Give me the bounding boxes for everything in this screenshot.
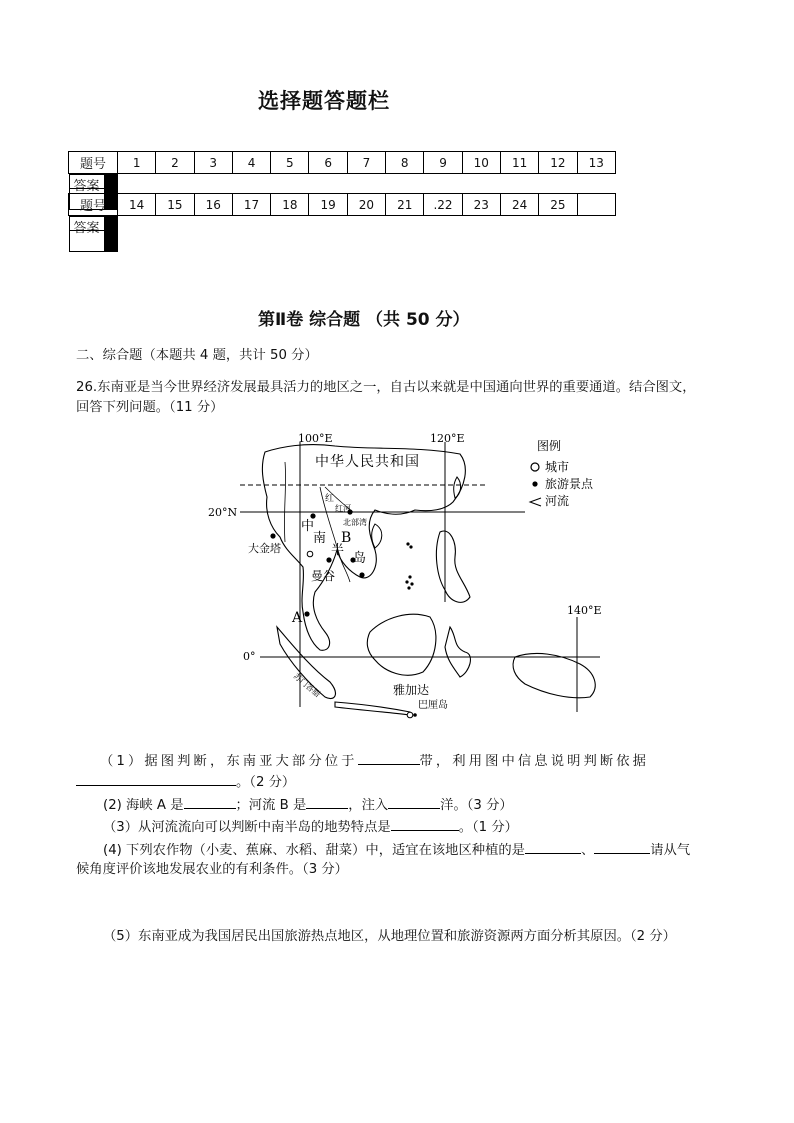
question-number: 15 [156,194,194,216]
subquestion-2-text: 洋。（3 分） [440,798,513,813]
subquestion-3 [103,816,518,838]
scenic-site-dot [270,533,275,538]
part-header: 二、综合题（本题共 4 题，共计 50 分） [76,348,318,363]
label-peninsula-3: 半 [331,543,345,558]
answer-blank[interactable] [76,771,236,786]
label-beibu: 北部湾 [343,518,367,527]
philippines-outline [436,531,470,602]
answer-cell[interactable] [116,175,117,210]
answer-blank[interactable] [388,794,440,809]
question-number: 18 [271,194,309,216]
river-irrawaddy [284,462,285,542]
label-china: 中华人民共和国 [315,454,420,470]
label-bangkok: 曼谷 [311,569,336,583]
scenic-site-dot [359,572,364,577]
label-peninsula-4: 岛 [353,551,367,566]
question-number: 17 [232,194,270,216]
label-peninsula-2: 南 [313,531,327,546]
label-lon-100: 100°E [298,432,333,445]
answer-sheet-title: 选择题答题栏 [258,89,390,113]
legend-city-label: 城市 [545,460,570,474]
question-number: 20 [347,194,385,216]
question-number: 2 [156,152,194,174]
label-lon-140: 140°E [567,604,602,617]
question-number: 14 [118,194,156,216]
subquestion-4-text: (4) 下列农作物（小麦、蕉麻、水稻、甜菜）中，适宜在该地区种植的是 [103,843,525,858]
label-strait-a: A [292,610,303,626]
subquestion-3-text: 。（1 分） [458,820,518,835]
row-label-answer: 答案 [69,175,104,210]
table-row [69,216,118,231]
label-shwedagon: 大金塔 [248,542,281,555]
label-jakarta: 雅加达 [393,683,430,697]
subquestion-2-text: ，注入 [348,798,389,813]
label-peninsula-1: 中 [301,519,315,534]
question-number: 16 [194,194,232,216]
label-red-river: 红 [325,494,335,504]
answer-blank[interactable] [525,839,581,854]
label-sumatra: 苏门答腊 [291,671,323,700]
subquestion-4-cont: 候角度评价该地发展农业的有利条件。（3 分） [76,862,348,877]
question-number: 6 [309,152,347,174]
taiwan-outline [454,477,461,498]
southeast-asia-map [208,432,615,732]
answer-blank[interactable] [594,839,650,854]
question-number: 7 [347,152,385,174]
subquestion-2-text: ；河流 B 是 [235,798,307,813]
label-lat-20: 20°N [208,506,238,519]
borneo-outline [367,614,436,675]
answer-blank[interactable] [184,794,236,809]
subquestion-3-text: （3）从河流流向可以判断中南半岛的地势特点是 [103,820,391,835]
row-label-number: 题号 [69,152,118,174]
subquestion-4-text: 、 [580,843,595,858]
question-number: 11 [500,152,538,174]
label-river-b: B [341,530,352,546]
java-outline [335,702,410,715]
question-number: 12 [539,152,577,174]
question-number: .22 [424,194,462,216]
question-number: 1 [118,152,156,174]
question-number: 13 [577,152,615,174]
label-bali: 巴厘岛 [418,700,448,711]
sulawesi-outline [445,627,470,677]
subquestion-4-text: 请从气 [650,843,691,858]
legend-scenic-label: 旅游景点 [545,477,594,491]
question-26-text: 26.东南亚是当今世界经济发展最具活力的地区之一，自古以来就是中国通向世界的重要通道。结合图文， [76,380,696,395]
question-number: 9 [424,152,462,174]
question-number: 25 [539,194,577,216]
table-row [69,152,616,174]
answer-blank[interactable] [391,816,459,831]
legend-city-symbol [531,463,539,471]
table-row [69,194,616,216]
city-dot-bangkok [307,551,313,557]
label-lat-0: 0° [243,650,256,663]
question-number: 10 [462,152,500,174]
label-lon-120: 120°E [430,432,465,445]
answer-blank[interactable] [358,750,420,765]
legend-title: 图例 [537,439,562,453]
subquestion-2-text: (2) 海峡 A 是 [103,798,184,813]
table-row [69,174,118,189]
row-label-number: 题号 [69,194,118,216]
subquestion-1-text: 带，利用图中信息说明判断依据 [419,754,650,769]
answer-blank[interactable] [306,794,348,809]
legend-river-label: 河流 [545,494,570,508]
new-guinea-outline [513,653,595,697]
question-number: 5 [271,152,309,174]
row-label-answer: 答案 [69,217,104,252]
section-title: 第Ⅱ卷 综合题 （共 50 分） [258,310,470,330]
answer-cell[interactable] [116,217,117,252]
subquestion-1-text: （1）据图判断，东南亚大部分位于 [100,754,358,769]
legend-scenic-symbol [532,481,537,486]
hainan-outline [372,524,382,548]
question-number: 23 [462,194,500,216]
city-dot-jakarta [407,712,413,718]
subquestion-2 [103,794,513,816]
question-number: 19 [309,194,347,216]
scenic-site-dot [304,611,309,616]
question-number: 3 [194,152,232,174]
scenic-site-dot [310,513,315,518]
subquestion-1-cont [76,771,295,793]
scenic-site-dot [326,557,331,562]
label-river-name: 红河 [335,504,351,513]
question-number [577,194,615,216]
question-number: 8 [386,152,424,174]
subquestion-5: （5）东南亚成为我国居民出国旅游热点地区，从地理位置和旅游资源两方面分析其原因。（2 分） [103,929,676,944]
subquestion-4 [103,839,690,861]
subquestion-1 [100,750,649,772]
question-26-text-cont: 回答下列问题。（11 分） [76,400,224,415]
question-number: 21 [386,194,424,216]
legend-river-symbol [530,498,541,506]
question-number: 24 [500,194,538,216]
answer-table [68,151,616,235]
question-number: 4 [232,152,270,174]
subquestion-1-text: 。（2 分） [236,775,296,790]
